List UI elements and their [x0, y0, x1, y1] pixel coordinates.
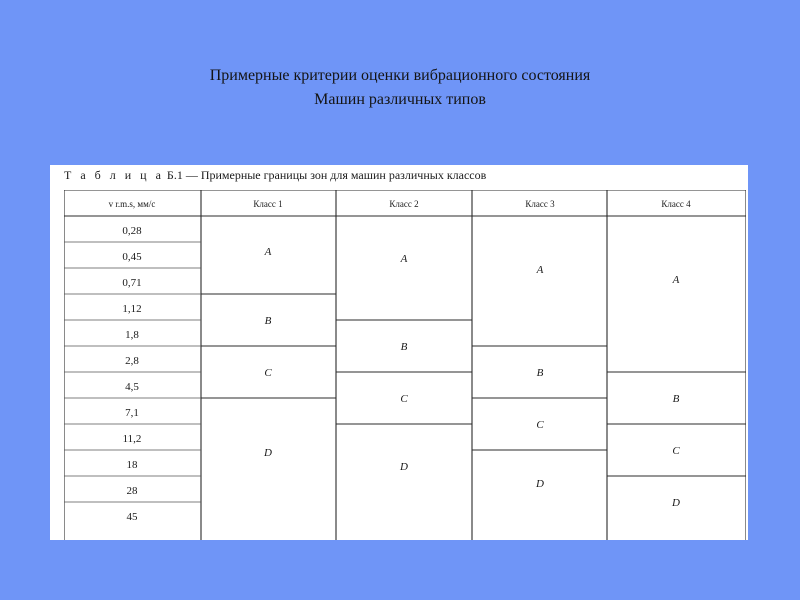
velocity-value: 18	[126, 459, 138, 471]
class3-zone-d: D	[536, 478, 544, 490]
table-caption	[64, 168, 486, 183]
zone-boundaries	[201, 294, 746, 476]
velocity-value: 4,5	[125, 381, 139, 393]
class3-zone-a: A	[536, 264, 544, 276]
class2-zone-d: D	[400, 461, 408, 473]
class4-zone-b: B	[672, 393, 680, 405]
velocity-value: 1,8	[125, 329, 139, 341]
header-class-1: Класс 1	[253, 199, 283, 209]
class2-zone-a: A	[400, 253, 408, 265]
header-velocity-unit: v r.m.s, мм/с	[108, 199, 156, 209]
table-grid	[64, 190, 746, 540]
class1-zone-c: C	[264, 367, 272, 379]
header-class-3: Класс 3	[525, 199, 555, 209]
class4-zone-d: D	[672, 497, 680, 509]
class3-zone-b: B	[536, 367, 544, 379]
velocity-value: 45	[126, 511, 138, 523]
velocity-value: 2,8	[125, 355, 139, 367]
class4-zone-a: A	[672, 274, 680, 286]
vibration-zone-table	[50, 165, 748, 540]
velocity-value: 0,71	[122, 277, 142, 289]
class1-zone-d: D	[264, 447, 272, 459]
velocity-value: 11,2	[122, 433, 142, 445]
class2-zone-b: B	[400, 341, 408, 353]
slide-title-line-1: Примерные критерии оценки вибрационного состояния	[209, 67, 591, 84]
velocity-value: 7,1	[125, 407, 139, 419]
class1-zone-b: B	[264, 315, 272, 327]
header-class-4: Класс 4	[661, 199, 691, 209]
velocity-value: 0,45	[122, 251, 142, 263]
class2-zone-c: C	[400, 393, 408, 405]
velocity-value: 1,12	[122, 303, 142, 315]
slide-title-line-2: Машин различных типов	[314, 91, 486, 108]
table-caption-prefix: Т а б л и ц а	[64, 168, 164, 182]
class3-zone-c: C	[536, 419, 544, 431]
table-caption-text: Б.1 — Примерные границы зон для машин различных классов	[166, 168, 487, 182]
slide-title	[100, 64, 700, 112]
velocity-value: 0,28	[122, 225, 142, 237]
velocity-value: 28	[126, 485, 138, 497]
header-class-2: Класс 2	[389, 199, 419, 209]
class1-zone-a: A	[264, 246, 272, 258]
class4-zone-c: C	[672, 445, 680, 457]
